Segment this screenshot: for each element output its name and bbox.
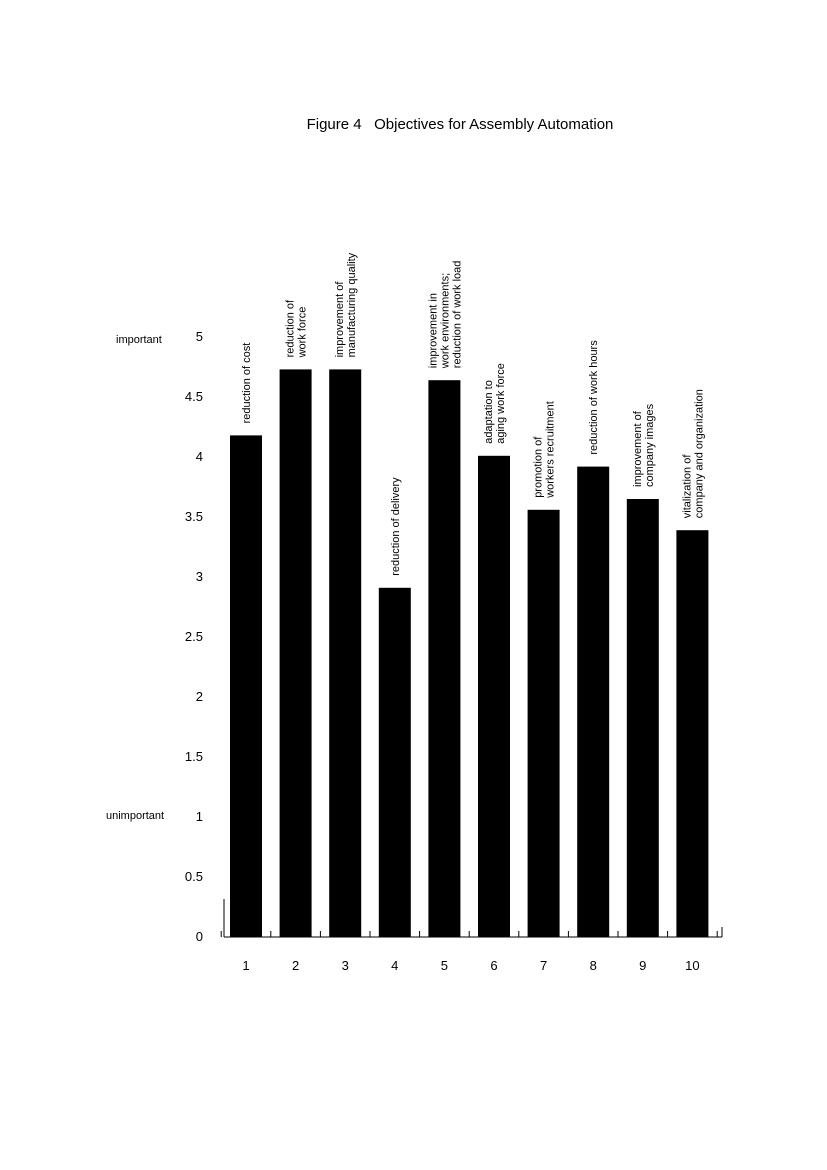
- bar-7: [528, 510, 560, 937]
- bar-label: adaptation to: [483, 380, 495, 444]
- y-tick-label: 2.5: [184, 629, 203, 644]
- bar-9: [627, 499, 659, 937]
- bar-label: work force: [296, 306, 309, 358]
- bar-label: workers recruitment: [544, 401, 557, 498]
- scale-label-important: important: [116, 334, 162, 346]
- bar-label: improvement of: [334, 281, 347, 358]
- x-tick-label: 1: [242, 958, 250, 973]
- bar-label: reduction of cost: [241, 342, 253, 424]
- bar-3: [329, 369, 361, 937]
- x-tick-label: 6: [490, 958, 498, 973]
- bar-label: improvement in: [427, 292, 440, 369]
- bar-label: promotion of: [532, 436, 545, 498]
- y-tick-label: 0.5: [184, 869, 203, 884]
- bar-label: reduction of delivery: [389, 477, 402, 576]
- x-tick-label: 9: [639, 958, 647, 973]
- bar-4: [379, 588, 411, 937]
- x-tick-label: 7: [539, 958, 548, 973]
- bar-label: company images: [643, 403, 656, 487]
- bar-label: reduction of work hours: [588, 340, 601, 455]
- x-tick-label: 10: [685, 958, 700, 973]
- y-tick-label: 3.5: [184, 509, 203, 524]
- bar-label: aging work force: [495, 363, 507, 444]
- y-tick-label: 3: [195, 569, 203, 584]
- y-tick-label: 5: [195, 329, 203, 344]
- y-tick-label: 2: [195, 689, 203, 704]
- scale-label-unimportant: unimportant: [106, 810, 165, 822]
- x-tick-label: 3: [341, 958, 349, 973]
- bar-label: improvement of: [631, 411, 644, 487]
- bar-8: [577, 467, 609, 937]
- y-tick-label: 1: [195, 809, 203, 824]
- bar-label: manufacturing quality: [346, 252, 359, 358]
- bar-label: vitalization of: [681, 454, 694, 519]
- bar-2: [280, 369, 312, 937]
- x-tick-label: 5: [440, 958, 449, 973]
- bar-1: [230, 435, 262, 937]
- y-axis: [185, 329, 224, 944]
- x-tick-label: 4: [391, 958, 399, 973]
- bar-6: [478, 456, 510, 937]
- y-tick-label: 4.5: [184, 389, 203, 404]
- y-tick-label: 4: [195, 449, 203, 464]
- bar-label: reduction of work load: [451, 260, 464, 369]
- x-tick-label: 8: [589, 958, 597, 973]
- bar-10: [676, 530, 708, 937]
- bar-label: work environments;: [439, 272, 452, 369]
- chart-title: Figure 4 Objectives for Assembly Automation: [306, 116, 614, 133]
- bar-label: reduction of: [284, 299, 297, 358]
- y-tick-label: 0: [195, 929, 203, 944]
- bar-label: company and organization: [693, 389, 706, 519]
- x-tick-label: 2: [291, 958, 300, 973]
- y-tick-label: 1.5: [184, 749, 203, 764]
- bar-5: [428, 380, 460, 937]
